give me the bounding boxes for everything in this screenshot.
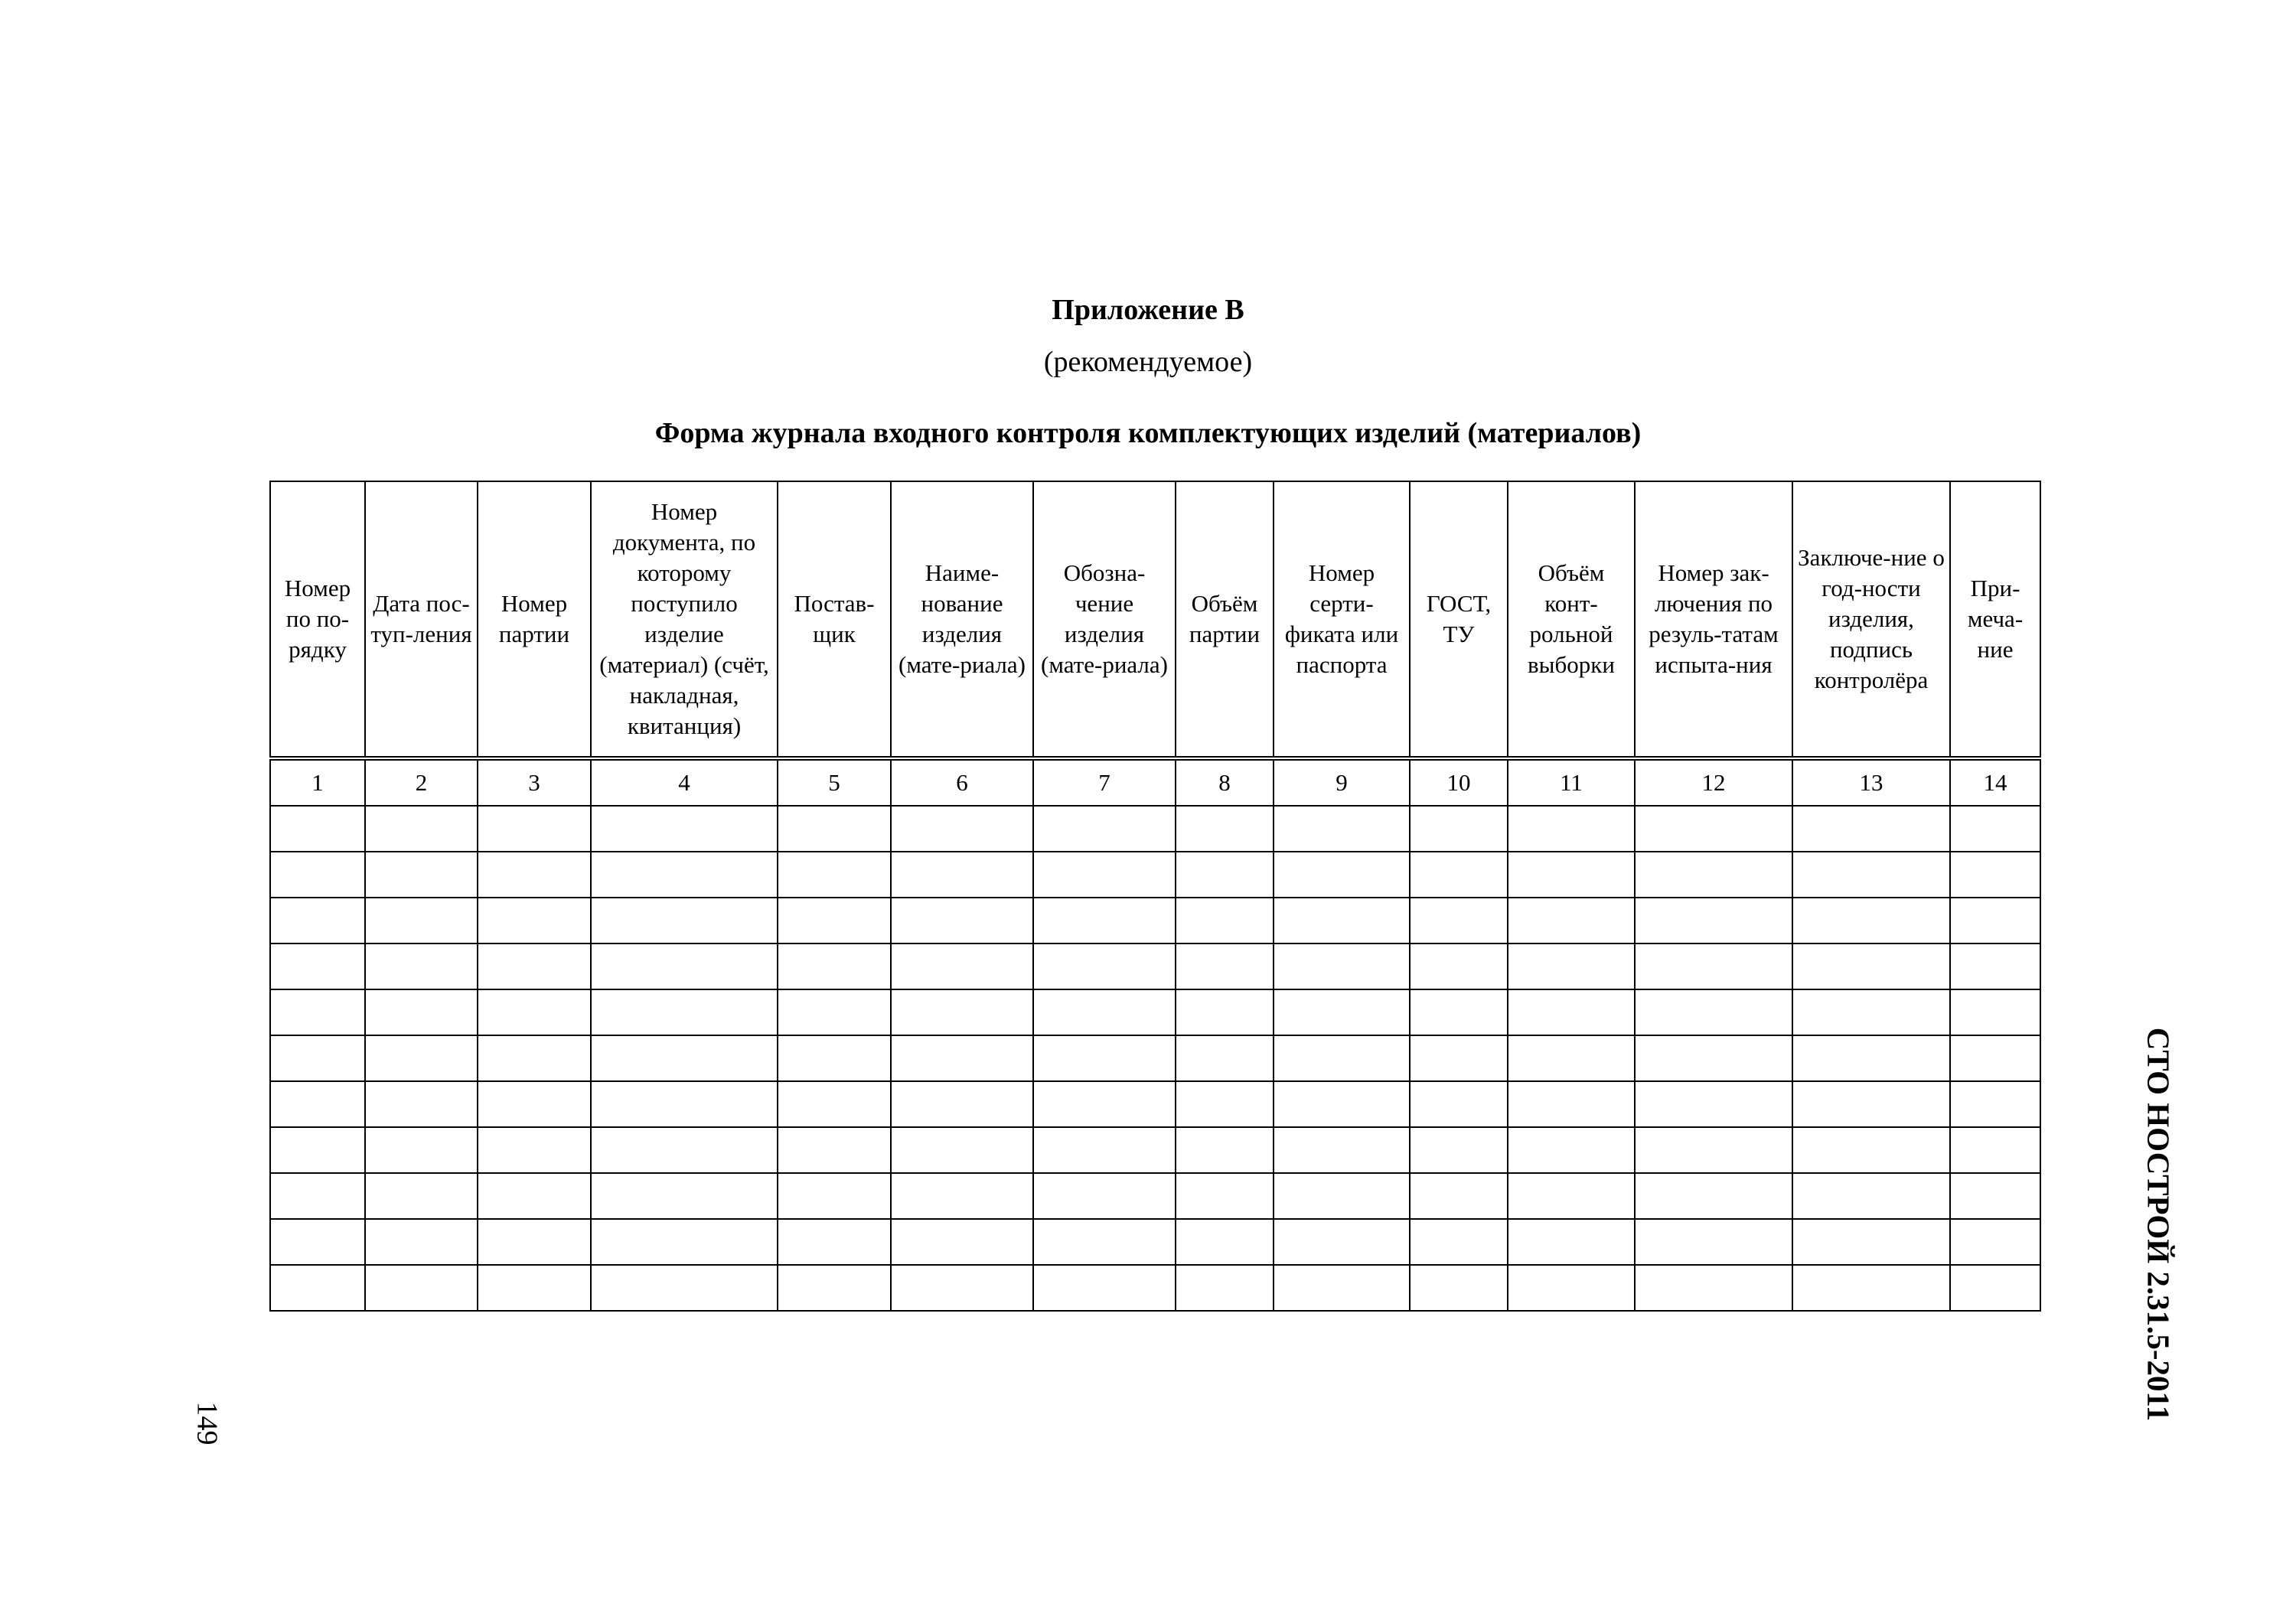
table-cell <box>478 1127 591 1173</box>
table-cell <box>1508 1219 1635 1265</box>
table-cell <box>365 806 478 852</box>
table-cell <box>778 1219 891 1265</box>
table-cell <box>478 1035 591 1081</box>
table-cell <box>270 1219 365 1265</box>
table-row <box>270 1219 2040 1265</box>
page-number-vertical <box>184 1393 230 1454</box>
column-header: Номер по по-рядку <box>270 481 365 758</box>
table-cell <box>365 1219 478 1265</box>
table-row <box>270 1035 2040 1081</box>
table-cell <box>1508 898 1635 943</box>
table-cell <box>365 1035 478 1081</box>
column-number: 4 <box>591 758 778 806</box>
table-cell <box>1792 989 1950 1035</box>
table-cell <box>591 806 778 852</box>
table-cell <box>478 1219 591 1265</box>
table-cell <box>1635 898 1792 943</box>
table-cell <box>1508 852 1635 898</box>
column-header: Постав-щик <box>778 481 891 758</box>
table-cell <box>478 943 591 989</box>
table-cell <box>1950 1035 2040 1081</box>
table-cell <box>1410 943 1508 989</box>
table-cell <box>1410 1127 1508 1173</box>
table-cell <box>270 1081 365 1127</box>
table-cell <box>478 1173 591 1219</box>
column-header: Объём партии <box>1176 481 1274 758</box>
table-cell <box>1950 1081 2040 1127</box>
table-cell <box>1792 898 1950 943</box>
table-cell <box>365 898 478 943</box>
table-cell <box>1274 1173 1410 1219</box>
table-cell <box>591 1219 778 1265</box>
table-cell <box>778 1127 891 1173</box>
table-cell <box>778 1265 891 1311</box>
table-cell <box>1950 898 2040 943</box>
journal-table <box>269 481 2041 1312</box>
table-cell <box>365 989 478 1035</box>
table-cell <box>1635 1127 1792 1173</box>
table-cell <box>1410 898 1508 943</box>
table-cell <box>1274 1127 1410 1173</box>
table-cell <box>1635 989 1792 1035</box>
table-row <box>270 852 2040 898</box>
table-cell <box>778 1081 891 1127</box>
table-cell <box>1635 1265 1792 1311</box>
table-cell <box>1274 898 1410 943</box>
table-cell <box>1033 943 1176 989</box>
table-cell <box>1635 943 1792 989</box>
table-cell <box>365 852 478 898</box>
table-row <box>270 1265 2040 1311</box>
table-row <box>270 1127 2040 1173</box>
table-cell <box>1410 806 1508 852</box>
table-cell <box>1410 852 1508 898</box>
table-cell <box>1635 1219 1792 1265</box>
table-cell <box>1176 1081 1274 1127</box>
table-cell <box>1792 943 1950 989</box>
table-cell <box>1410 1173 1508 1219</box>
table-cell <box>1635 1081 1792 1127</box>
table-cell <box>778 989 891 1035</box>
table-cell <box>1033 989 1176 1035</box>
table-cell <box>1950 1173 2040 1219</box>
table-cell <box>365 1081 478 1127</box>
table-cell <box>778 943 891 989</box>
table-cell <box>1950 806 2040 852</box>
table-cell <box>1274 1219 1410 1265</box>
document-code-vertical <box>2135 995 2181 1454</box>
table-cell <box>270 806 365 852</box>
table-cell <box>591 943 778 989</box>
table-cell <box>1274 989 1410 1035</box>
table-cell <box>891 989 1033 1035</box>
table-cell <box>1792 1265 1950 1311</box>
table-cell <box>591 989 778 1035</box>
column-number: 5 <box>778 758 891 806</box>
table-cell <box>1635 1035 1792 1081</box>
column-number: 1 <box>270 758 365 806</box>
table-cell <box>1176 989 1274 1035</box>
table-cell <box>1033 1173 1176 1219</box>
table-cell <box>1176 806 1274 852</box>
table-cell <box>478 806 591 852</box>
table-row <box>270 943 2040 989</box>
table-cell <box>778 898 891 943</box>
table-cell <box>1033 1219 1176 1265</box>
table-cell <box>365 943 478 989</box>
column-header: Обозна-чение изделия (мате-риала) <box>1033 481 1176 758</box>
table-cell <box>270 898 365 943</box>
table-cell <box>591 1081 778 1127</box>
table-cell <box>1410 1035 1508 1081</box>
column-number: 8 <box>1176 758 1274 806</box>
table-cell <box>1950 943 2040 989</box>
table-cell <box>478 989 591 1035</box>
table-cell <box>1176 1173 1274 1219</box>
table-cell <box>891 1081 1033 1127</box>
table-cell <box>1792 1081 1950 1127</box>
column-header: Номер партии <box>478 481 591 758</box>
column-header: Заключе-ние о год-ности изделия, подпись контролёра <box>1792 481 1950 758</box>
table-cell <box>1508 1173 1635 1219</box>
table-cell <box>1635 852 1792 898</box>
table-cell <box>891 1035 1033 1081</box>
table-cell <box>270 1173 365 1219</box>
column-number: 3 <box>478 758 591 806</box>
column-number: 12 <box>1635 758 1792 806</box>
table-cell <box>1176 943 1274 989</box>
column-header: Номер зак-лючения по резуль-татам испыта-ния <box>1635 481 1792 758</box>
table-cell <box>1950 1127 2040 1173</box>
table-cell <box>270 943 365 989</box>
table-cell <box>1274 943 1410 989</box>
table-cell <box>1033 806 1176 852</box>
column-number: 13 <box>1792 758 1950 806</box>
table-cell <box>365 1173 478 1219</box>
table-cell <box>1410 1265 1508 1311</box>
column-header: Наиме-нование изделия (мате-риала) <box>891 481 1033 758</box>
table-cell <box>1033 852 1176 898</box>
table-cell <box>478 1265 591 1311</box>
table-cell <box>1792 852 1950 898</box>
table-cell <box>591 898 778 943</box>
header-row <box>270 481 2040 758</box>
table-cell <box>1508 1265 1635 1311</box>
table-cell <box>1176 1035 1274 1081</box>
table-cell <box>891 806 1033 852</box>
table-cell <box>891 1173 1033 1219</box>
table-cell <box>1792 1173 1950 1219</box>
table-row <box>270 806 2040 852</box>
table-cell <box>891 1127 1033 1173</box>
column-header: ГОСТ, ТУ <box>1410 481 1508 758</box>
table-cell <box>1410 1081 1508 1127</box>
table-cell <box>1033 1265 1176 1311</box>
table-cell <box>1950 1219 2040 1265</box>
column-number-row <box>270 758 2040 806</box>
column-number: 7 <box>1033 758 1176 806</box>
column-header: Номер серти-фиката или паспорта <box>1274 481 1410 758</box>
table-cell <box>270 1265 365 1311</box>
table-cell <box>1033 1081 1176 1127</box>
table-cell <box>478 898 591 943</box>
table-cell <box>1176 1219 1274 1265</box>
table-cell <box>1274 806 1410 852</box>
table-cell <box>591 852 778 898</box>
table-cell <box>1508 1127 1635 1173</box>
column-number: 11 <box>1508 758 1635 806</box>
table-cell <box>1635 1173 1792 1219</box>
column-header: При-меча-ние <box>1950 481 2040 758</box>
table-cell <box>478 852 591 898</box>
table-cell <box>1176 1265 1274 1311</box>
table-cell <box>1033 1035 1176 1081</box>
table-cell <box>270 1127 365 1173</box>
table-cell <box>270 1035 365 1081</box>
table-cell <box>778 1173 891 1219</box>
table-cell <box>778 1035 891 1081</box>
column-number: 9 <box>1274 758 1410 806</box>
document-code: СТО НОСТРОЙ 2.31.5-2011 <box>2141 1027 2176 1422</box>
table-cell <box>891 898 1033 943</box>
table-cell <box>1410 1219 1508 1265</box>
column-header: Номер документа, по которому поступило изделие (материал) (счёт, накладная, квитанция) <box>591 481 778 758</box>
column-number: 10 <box>1410 758 1508 806</box>
table-cell <box>1508 1035 1635 1081</box>
column-header: Дата пос-туп-ления <box>365 481 478 758</box>
table-cell <box>778 852 891 898</box>
table-cell <box>1176 852 1274 898</box>
table-row <box>270 1173 2040 1219</box>
table-cell <box>891 1219 1033 1265</box>
appendix-status: (рекомендуемое) <box>1043 346 1253 378</box>
table-cell <box>270 852 365 898</box>
table-cell <box>1410 989 1508 1035</box>
table-cell <box>1033 898 1176 943</box>
table-cell <box>365 1265 478 1311</box>
table-cell <box>891 943 1033 989</box>
table-cell <box>270 989 365 1035</box>
table-cell <box>1950 852 2040 898</box>
table-cell <box>1274 852 1410 898</box>
table-cell <box>591 1035 778 1081</box>
table-row <box>270 1081 2040 1127</box>
form-title: Форма журнала входного контроля комплектующих изделий (материалов) <box>654 417 1642 449</box>
column-number: 2 <box>365 758 478 806</box>
table-cell <box>365 1127 478 1173</box>
table-cell <box>778 806 891 852</box>
table-cell <box>591 1173 778 1219</box>
table-cell <box>478 1081 591 1127</box>
table-cell <box>1792 1035 1950 1081</box>
table-cell <box>1508 1081 1635 1127</box>
column-header: Объём конт-рольной выборки <box>1508 481 1635 758</box>
table-row <box>270 989 2040 1035</box>
table-cell <box>1950 1265 2040 1311</box>
appendix-title: Приложение В <box>1052 294 1244 326</box>
column-number: 6 <box>891 758 1033 806</box>
table-cell <box>891 852 1033 898</box>
table-cell <box>591 1265 778 1311</box>
page-number: 149 <box>191 1401 223 1445</box>
table-cell <box>1176 898 1274 943</box>
table-cell <box>1274 1035 1410 1081</box>
table-cell <box>1792 806 1950 852</box>
table-cell <box>1950 989 2040 1035</box>
table-cell <box>1274 1265 1410 1311</box>
column-number: 14 <box>1950 758 2040 806</box>
table-cell <box>1033 1127 1176 1173</box>
table-cell <box>1508 943 1635 989</box>
table-cell <box>1274 1081 1410 1127</box>
table-cell <box>1792 1219 1950 1265</box>
table-cell <box>591 1127 778 1173</box>
table-cell <box>891 1265 1033 1311</box>
table-row <box>270 898 2040 943</box>
table-cell <box>1508 989 1635 1035</box>
table-cell <box>1792 1127 1950 1173</box>
table-cell <box>1635 806 1792 852</box>
table-cell <box>1176 1127 1274 1173</box>
table-cell <box>1508 806 1635 852</box>
